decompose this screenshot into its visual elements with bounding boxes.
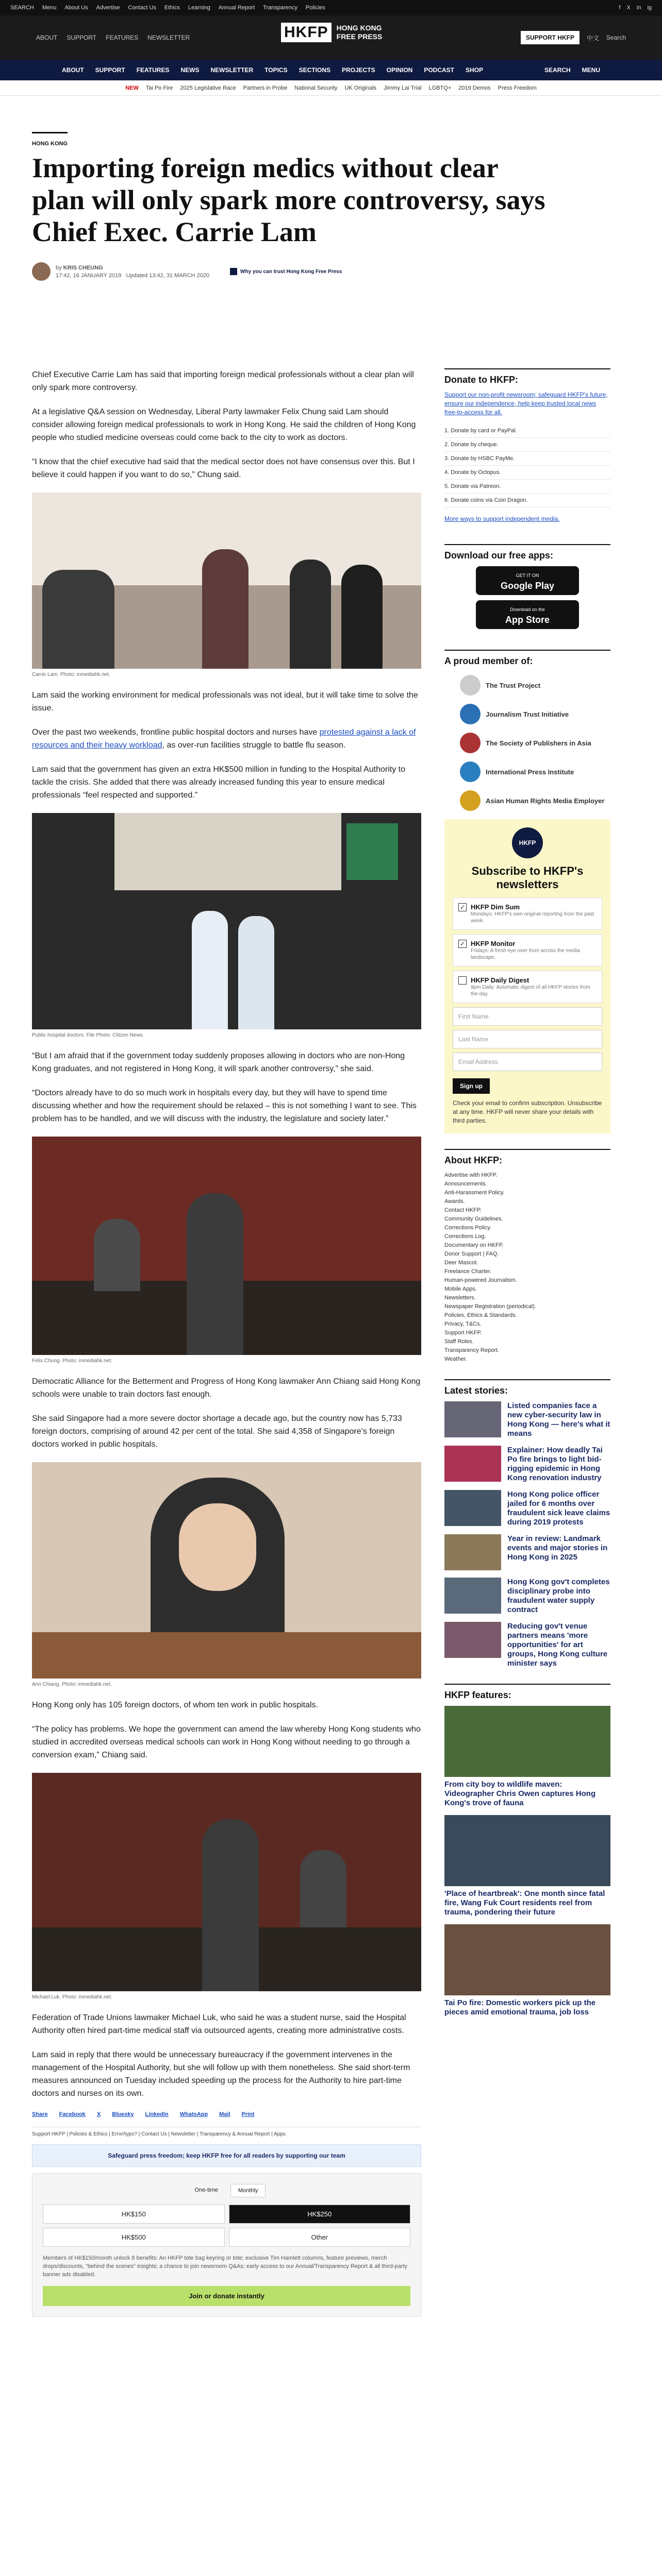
instagram-icon[interactable]: ig (647, 5, 652, 11)
x-icon[interactable]: X (626, 5, 631, 11)
story-thumbnail[interactable] (444, 1446, 501, 1482)
menu-item[interactable]: PROJECTS (341, 66, 375, 74)
member-logo[interactable]: The Society of Publishers in Asia (460, 733, 610, 753)
topbar-link[interactable]: Menu (42, 5, 57, 11)
article-photo[interactable] (32, 1137, 421, 1355)
article-photo[interactable] (32, 1773, 421, 1991)
trending-link[interactable]: 2019 Demos (458, 84, 491, 91)
feature-thumbnail[interactable] (444, 1706, 610, 1777)
membership-benefits: Members of HK$150/month unlock 8 benefits: An HKFP tote bag keyring or tote; exclusive Tim Hamlett columns, feature previews, merch drops/discounts, “behind the scenes” insights; a chance to join newsroom Q&As; early access to our Annual/Transparency Report & all third-party banner ads disabled. (43, 2255, 408, 2278)
trust-link[interactable]: Why you can trust Hong Kong Free Press (230, 268, 342, 275)
article-body (32, 368, 421, 2317)
topbar-link[interactable]: Contact Us (128, 5, 156, 11)
paragraph: Hong Kong only has 105 foreign doctors, of whom ten work in public hospitals. (32, 1701, 318, 1709)
topbar-link[interactable]: SEARCH (10, 5, 34, 11)
newsletter-title: Subscribe to HKFP's newsletters (471, 865, 584, 891)
share-linkedin-button[interactable]: LinkedIn (145, 2111, 169, 2117)
donate-methods (444, 424, 610, 507)
article-photo[interactable] (32, 1462, 421, 1679)
about-link[interactable]: Deer Mascot. (444, 1260, 478, 1266)
donate-method[interactable]: 1. Donate by card or PayPal. (444, 424, 610, 438)
topbar-link[interactable]: Learning (188, 5, 210, 11)
donate-heading: Donate to HKFP: (444, 368, 610, 385)
about-link[interactable]: Donor Support | FAQ. (444, 1251, 499, 1257)
about-link[interactable]: Support HKFP. (444, 1330, 482, 1336)
donate-intro[interactable]: Support our non-profit newsroom; safeguard HKFP's future, ensure our independence, help keep trusted local news free-to-access for all. (444, 391, 608, 416)
menu-item[interactable]: OPINION (386, 66, 413, 74)
about-link[interactable]: Mobile Apps. (444, 1286, 477, 1292)
first-name-field[interactable]: First Name (453, 1007, 602, 1026)
feature-thumbnail[interactable] (444, 1924, 610, 1995)
facebook-icon[interactable]: f (619, 5, 621, 11)
topbar-link[interactable]: Policies (305, 5, 325, 11)
about-link[interactable]: Advertise with HKFP. (444, 1172, 498, 1178)
join-donate-button[interactable]: Join or donate instantly (43, 2286, 410, 2306)
topbar-link[interactable]: Annual Report (218, 5, 255, 11)
latest-heading: Latest stories: (444, 1379, 610, 1396)
about-link[interactable]: Awards. (444, 1198, 465, 1205)
more-support-link[interactable]: More ways to support independent media. (444, 515, 560, 522)
latest-story[interactable]: Year in review: Landmark events and major stories in Hong Kong in 2025 (444, 1534, 610, 1570)
share-bar (32, 2111, 421, 2117)
photo-caption: Public hospital doctors. File Photo: Citizen News. (32, 1032, 144, 1038)
story-thumbnail[interactable] (444, 1490, 501, 1526)
paragraph: Lam said in reply that there would be unnecessary bureaucracy if the government intervenes in the management of the Hospital Authority, but she will follow up with them nonetheless. She said short-term measures announced on Tuesday included speeding up the process for the Authority to hire part-time doctors and nurses on its own. (32, 2050, 410, 2098)
donate-method[interactable]: 3. Donate by HSBC PayMe. (444, 452, 610, 466)
trending-bar (0, 80, 662, 96)
ipi-icon (460, 761, 481, 782)
header-search-button[interactable]: Search (606, 34, 626, 41)
menu-item[interactable]: SHOP (465, 66, 483, 74)
donate-method[interactable]: 4. Donate by Octopus. (444, 466, 610, 480)
feature-story[interactable]: Tai Po fire: Domestic workers pick up the pieces amid emotional trauma, job loss (444, 1924, 610, 2017)
about-link[interactable]: Announcements. (444, 1181, 487, 1187)
menu-item[interactable]: SECTIONS (299, 66, 330, 74)
menu-item[interactable]: ABOUT (62, 66, 84, 74)
share-whatsapp-button[interactable]: WhatsApp (179, 2111, 208, 2117)
feature-thumbnail[interactable] (444, 1815, 610, 1886)
about-link[interactable]: Human-powered Journalism. (444, 1277, 517, 1283)
newsletter-option[interactable]: ✓ HKFP Monitor Fridays: A fresh eye over from across the media landscape. (453, 934, 602, 967)
latest-story[interactable]: Hong Kong gov't completes disciplinary probe into fraudulent water supply contract (444, 1578, 610, 1615)
tab-one-time[interactable]: One-time (194, 2187, 218, 2193)
about-link[interactable]: Staff Roles. (444, 1338, 474, 1345)
paragraph: Lam said the working environment for medical professionals was not ideal, but it will take time to solve the issue. (32, 691, 418, 713)
article-title: Importing foreign medics without clear plan will only spark more controversy, says Chief Exec. Carrie Lam (32, 152, 545, 247)
amount-option-selected[interactable]: HK$250 (229, 2205, 411, 2224)
google-play-badge[interactable]: GET IT ON Google Play (476, 566, 579, 595)
amount-option[interactable]: HK$500 (43, 2228, 225, 2247)
story-thumbnail[interactable] (444, 1534, 501, 1570)
media-employer-icon (460, 790, 481, 811)
trending-link[interactable]: 2025 Legislative Race (180, 84, 236, 91)
donate-method[interactable]: 2. Donate by cheque. (444, 438, 610, 452)
safeguard-banner[interactable]: Safeguard press freedom; keep HKFP free for all readers by supporting our team (32, 2144, 421, 2167)
about-link[interactable]: Documentary on HKFP. (444, 1242, 504, 1248)
about-link[interactable]: Transparency Report. (444, 1347, 499, 1353)
paragraph: “I know that the chief executive had said that the medical sector does not have consensus over this. But I believe it could happen if you want to do so,” Chung said. (32, 457, 415, 479)
menu-item[interactable]: NEWSLETTER (210, 66, 254, 74)
publish-date: 17:42, 16 JANUARY 2019 (56, 272, 122, 279)
linkedin-icon[interactable]: in (636, 5, 641, 11)
about-link[interactable]: Newsletters. (444, 1295, 476, 1301)
share-facebook-button[interactable]: Facebook (59, 2111, 86, 2117)
sidebar (444, 368, 610, 2024)
email-field[interactable]: Email Address (453, 1053, 602, 1071)
share-bluesky-button[interactable]: Bluesky (112, 2111, 134, 2117)
member-logo[interactable]: The Trust Project (460, 675, 610, 696)
feature-story[interactable]: 'Place of heartbreak': One month since fatal fire, Wang Fuk Court residents reel from trauma, pondering their future (444, 1815, 610, 1917)
about-link[interactable]: Corrections Policy. (444, 1225, 491, 1231)
support-hkfp-button[interactable]: SUPPORT HKFP (521, 31, 580, 44)
header-nav-support[interactable]: SUPPORT (67, 34, 97, 41)
topbar-link[interactable]: About Us (64, 5, 88, 11)
share-label: Share (32, 2111, 48, 2117)
member-heading: A proud member of: (444, 650, 610, 667)
paragraph: “Doctors already have to do so much work in hospitals every day, but they will have to spend time discussing whether and how the requirement should be relaxed – this is not something I want to see. This problem has to be handled, and we will discuss with the industry, the legislature and society later.” (32, 1089, 417, 1123)
about-link[interactable]: Weather. (444, 1356, 467, 1362)
story-thumbnail[interactable] (444, 1578, 501, 1614)
paragraph: She said Singapore had a more severe doctor shortage a decade ago, but the country now has 5,733 foreign doctors, comprising of around 42 per cent of the total. She said 4,358 of Singapore’s foreign doctors worked in public hospitals. (32, 1414, 402, 1449)
story-thumbnail[interactable] (444, 1401, 501, 1437)
latest-story[interactable]: Reducing gov't venue partners means 'more opportunities' for art groups, Hong Kong culture minister says (444, 1622, 610, 1668)
about-heading: About HKFP: (444, 1149, 610, 1166)
logo-wordmark: HONG KONG FREE PRESS (336, 24, 383, 41)
trending-link[interactable]: Press Freedom (498, 84, 537, 91)
checkmark-icon (230, 268, 237, 275)
menu-item[interactable]: TOPICS (264, 66, 288, 74)
trending-link[interactable]: National Security (294, 84, 338, 91)
topbar-link[interactable]: Ethics (164, 5, 180, 11)
latest-story[interactable]: Explainer: How deadly Tai Po fire brings to light bid-rigging epidemic in Hong Kong renovation industry (444, 1446, 610, 1483)
trending-link[interactable]: Tai Po Fire (145, 84, 173, 91)
header-nav-about[interactable]: ABOUT (36, 34, 58, 41)
about-link[interactable]: Privacy, T&Cs. (444, 1321, 482, 1327)
new-badge: NEW (125, 84, 139, 91)
inline-link[interactable]: protested against a lack of resources and their heavy workload (32, 728, 416, 750)
member-logo[interactable]: Journalism Trust Initiative (460, 704, 610, 724)
feature-story[interactable]: From city boy to wildlife maven: Videographer Chris Owen captures Hong Kong's trove of fauna (444, 1706, 610, 1808)
paragraph: At a legislative Q&A session on Wednesday, Liberal Party lawmaker Felix Chung said Lam should consider allowing foreign medical professionals to work in Hong Kong. He said the children of Hong Kong people who studied medicine overseas could come back to the city to work as doctors. (32, 408, 416, 442)
topbar-link[interactable]: Transparency (263, 5, 297, 11)
photo-caption: Ann Chiang. Photo: inmediahk.net. (32, 1682, 112, 1687)
apps-heading: Download our free apps: (444, 544, 610, 561)
paragraph: Federation of Trade Unions lawmaker Michael Luk, who said he was a student nurse, said the Hospital Authority often hired part-time medical staff via outsourced agents, creating more administrative costs. (32, 2013, 406, 2035)
amount-option-other[interactable]: Other (229, 2228, 411, 2247)
photo-caption: Felix Chung. Photo: inmediahk.net. (32, 1358, 112, 1364)
trending-link[interactable]: Jimmy Lai Trial (384, 84, 422, 91)
article-header (32, 132, 630, 281)
member-logo[interactable]: International Press Institute (460, 761, 610, 782)
menu-item[interactable]: NEWS (180, 66, 200, 74)
donate-method[interactable]: 6. Donate coins via Coin Dragon. (444, 494, 610, 507)
about-links (444, 1171, 610, 1364)
about-link[interactable]: Anti-Harassment Policy. (444, 1190, 505, 1196)
tab-monthly[interactable]: Monthly (230, 2184, 266, 2197)
paragraph: “The policy has problems. We hope the government can amend the law whereby Hong Kong students who studied in accredited overseas medical schools can work in Hong Kong without needing to go through a conversion exam,” Chiang said. (32, 1725, 421, 1759)
photo-caption: Carrie Lam. Photo: inmediahk.net. (32, 672, 110, 677)
trending-link[interactable]: UK Originals (344, 84, 377, 91)
site-header (0, 15, 662, 60)
sopa-icon (460, 733, 481, 753)
header-nav-newsletter[interactable]: NEWSLETTER (147, 34, 190, 41)
app-store-badge[interactable]: Download on the App Store (476, 600, 579, 629)
amount-option[interactable]: HK$150 (43, 2205, 225, 2224)
member-logo[interactable]: Asian Human Rights Media Employer (460, 790, 610, 811)
paragraph: Chief Executive Carrie Lam has said that importing foreign medical professionals without a clear plan will only spark more controversy. (32, 370, 414, 392)
jti-icon (460, 704, 481, 724)
about-link[interactable]: Community Guidelines. (444, 1216, 503, 1222)
paragraph: “But I am afraid that if the government today suddenly proposes allowing in doctors who are non-Hong Kong graduates, and not registered in Hong Kong, it will spark another controversy,” she said. (32, 1052, 405, 1073)
main-menu (0, 60, 662, 80)
menu-item[interactable]: SUPPORT (95, 66, 125, 74)
article-footer-links[interactable]: Support HKFP | Policies & Ethics | Error/typo? | Contact Us | Newsletter | Transparency & Annual Report | Apps (32, 2127, 421, 2137)
language-toggle[interactable]: 中文 (586, 34, 599, 42)
trending-link[interactable]: LGBTQ+ (428, 84, 452, 91)
latest-story[interactable]: Hong Kong police officer jailed for 6 months over fraudulent sick leave claims during 2019 protests (444, 1490, 610, 1527)
paragraph: Democratic Alliance for the Betterment and Progress of Hong Kong lawmaker Ann Chiang said Hong Kong schools were unable to train doctors fast enough. (32, 1377, 421, 1399)
newsletter-signup (444, 819, 610, 1133)
donate-widget (32, 2173, 421, 2317)
author-name[interactable]: KRIS CHEUNG (63, 264, 103, 271)
share-mail-button[interactable]: Mail (219, 2111, 230, 2117)
site-logo[interactable] (281, 23, 382, 42)
about-link[interactable]: Newspaper Registration (periodical). (444, 1303, 536, 1310)
newsletter-option[interactable]: ✓ HKFP Dim Sum Mondays: HKFP's own original reporting from the past week. (453, 897, 602, 930)
menu-item[interactable]: FEATURES (136, 66, 170, 74)
paragraph: Lam said that the government has given an extra HK$500 million in funding to the Hospital Authority to tackle the crisis. She added that there was already increased funding this year to ensure medical professionals “feel respected and supported.” (32, 765, 405, 800)
share-print-button[interactable]: Print (241, 2111, 255, 2117)
header-nav-features[interactable]: FEATURES (106, 34, 139, 41)
about-link[interactable]: Policies, Ethics & Standards. (444, 1312, 517, 1318)
latest-story[interactable]: Listed companies face a new cyber-security law in Hong Kong — here's what it means (444, 1401, 610, 1438)
newsletter-note: Check your email to confirm subscription. Unsubscribe at any time. HKFP will never share your details with third parties. (453, 1099, 602, 1124)
last-name-field[interactable]: Last Name (453, 1030, 602, 1048)
photo-caption: Michael Luk. Photo: inmediahk.net. (32, 1994, 112, 2000)
share-x-button[interactable]: X (96, 2111, 101, 2117)
topbar-link[interactable]: Advertise (96, 5, 120, 11)
menu-search[interactable]: SEARCH (544, 66, 571, 74)
section-label[interactable]: HONG KONG (32, 132, 68, 147)
hkfp-logo: HKFP (512, 827, 543, 858)
features-heading: HKFP features: (444, 1684, 610, 1701)
trending-link[interactable]: Partners in Probe (243, 84, 288, 91)
checkbox-checked[interactable]: ✓ (458, 903, 467, 911)
story-thumbnail[interactable] (444, 1622, 501, 1658)
article-photo[interactable] (32, 493, 421, 669)
trust-project-icon (460, 675, 481, 696)
byline (32, 262, 630, 281)
about-link[interactable]: Corrections Log. (444, 1233, 486, 1240)
paragraph: Over the past two weekends, frontline public hospital doctors and nurses have protested against a lack of resources and their heavy workload, as over-run facilities struggle to battle flu season. (32, 728, 416, 750)
menu-item[interactable]: PODCAST (424, 66, 454, 74)
checkbox[interactable] (458, 976, 467, 985)
by-label: by (56, 264, 62, 271)
checkbox-checked[interactable]: ✓ (458, 940, 467, 948)
signup-button[interactable]: Sign up (453, 1078, 490, 1094)
updated-date: Updated 13:42, 31 MARCH 2020 (126, 272, 210, 279)
logo-mark: HKFP (281, 23, 332, 42)
top-utility-bar (0, 0, 662, 15)
about-link[interactable]: Contact HKFP. (444, 1207, 482, 1213)
author-avatar[interactable] (32, 262, 51, 281)
about-link[interactable]: Freelance Charter. (444, 1268, 492, 1275)
menu-toggle[interactable]: MENU (582, 66, 600, 74)
donate-method[interactable]: 5. Donate via Patreon. (444, 480, 610, 494)
newsletter-option[interactable]: HKFP Daily Digest 9pm Daily: Automatic digest of all HKFP stories from the day. (453, 971, 602, 1003)
article-photo[interactable] (32, 813, 421, 1029)
